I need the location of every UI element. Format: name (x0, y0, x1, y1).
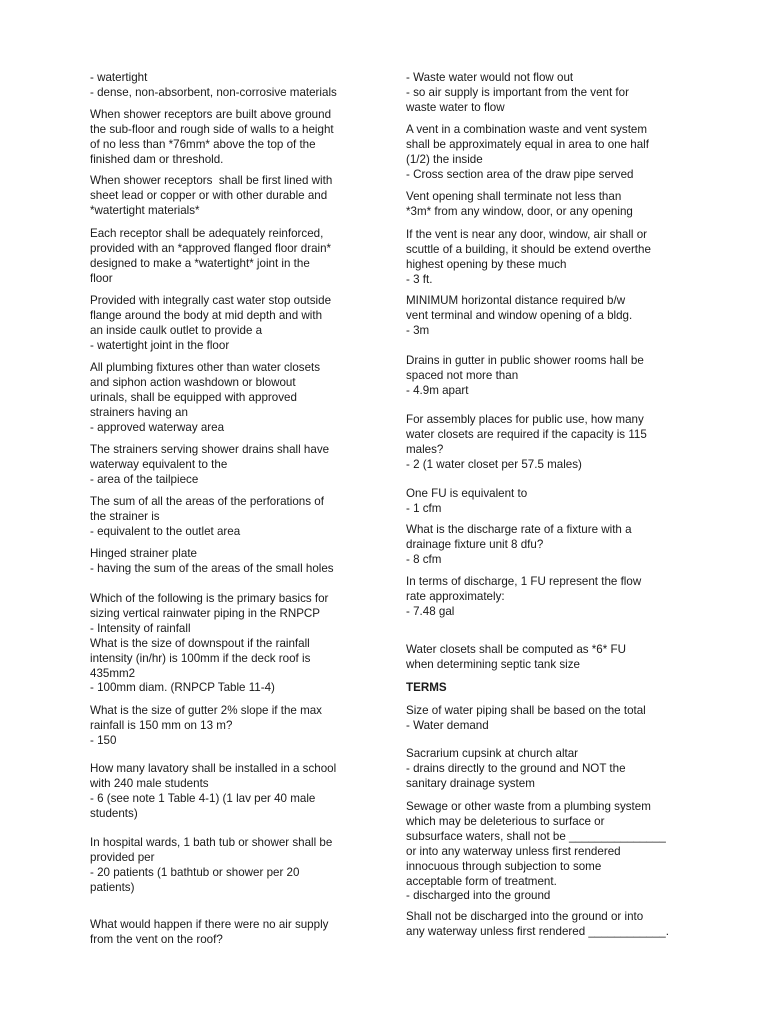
right-paragraph (406, 747, 626, 792)
text-line: waste water to flow (406, 100, 505, 114)
text-line: - Waste water would not flow out (406, 71, 574, 84)
text-line: - approved waterway area (90, 420, 225, 434)
left-paragraph (90, 227, 331, 287)
left-paragraph (90, 918, 328, 948)
text-line: water closets are required if the capacity is 115 (406, 427, 647, 441)
text-line: Water closets shall be computed as *6* FU (406, 643, 626, 656)
text-line: A vent in a combination waste and vent system (406, 123, 648, 136)
left-paragraph (90, 547, 334, 577)
text-line: - 1 cfm (406, 501, 442, 515)
text-line: the strainer is (90, 509, 160, 523)
text-line: *watertight materials* (90, 203, 200, 217)
text-line: - watertight joint in the floor (90, 338, 230, 352)
text-line: The strainers serving shower drains shall have (90, 443, 330, 456)
text-line: sanitary drainage system (406, 776, 535, 790)
left-paragraph (90, 443, 329, 488)
left-paragraph (90, 294, 331, 354)
text-line: - area of the tailpiece (90, 472, 199, 486)
text-line: - 8 cfm (406, 552, 442, 566)
text-line: - 6 (see note 1 Table 4-1) (1 lav per 40 male (90, 791, 316, 805)
text-line: If the vent is near any door, window, air shall or (406, 228, 648, 241)
text-line: Sacrarium cupsink at church altar (406, 747, 579, 760)
text-line: TERMS (406, 681, 447, 694)
text-line: *3m* from any window, door, or any opening (406, 204, 633, 218)
text-line: (1/2) the inside (406, 152, 483, 166)
text-line: highest opening by these much (406, 257, 567, 271)
right-paragraph (406, 910, 669, 940)
left-paragraph (90, 361, 320, 436)
text-line: - discharged into the ground (406, 889, 551, 903)
text-line: When shower receptors shall be first lined with (90, 174, 333, 187)
text-line: - equivalent to the outlet area (90, 524, 241, 538)
text-line: - 7.48 gal (406, 604, 455, 618)
text-line: - Intensity of rainfall (90, 621, 191, 635)
text-line: MINIMUM horizontal distance required b/w (406, 294, 626, 307)
text-line: What would happen if there were no air supply (90, 918, 329, 931)
right-paragraph (406, 354, 644, 399)
text-line: subsurface waters, shall not be _______________ (406, 829, 666, 843)
text-line: In terms of discharge, 1 FU represent the flow (406, 575, 642, 588)
text-line: - having the sum of the areas of the small holes (90, 561, 334, 575)
text-line: from the vent on the roof? (90, 932, 223, 946)
text-line: floor (90, 271, 113, 285)
text-line: - drains directly to the ground and NOT the (406, 761, 626, 775)
text-line: with 240 male students (90, 776, 209, 790)
text-line: 435mm2 (90, 666, 136, 680)
right-paragraph (406, 800, 666, 904)
text-line: patients) (90, 880, 135, 894)
text-line: Shall not be discharged into the ground or into (406, 910, 644, 923)
text-line: In hospital wards, 1 bath tub or shower shall be (90, 836, 333, 849)
text-line: the sub-floor and rough side of walls to a height (90, 122, 334, 136)
text-line: Each receptor shall be adequately reinforced, (90, 227, 324, 240)
text-line: - Cross section area of the draw pipe served (406, 167, 634, 181)
right-paragraph (406, 704, 646, 734)
right-paragraph (406, 71, 629, 116)
text-line: - 2 (1 water closet per 57.5 males) (406, 457, 582, 471)
text-line: an inside caulk outlet to provide a (90, 323, 263, 337)
text-line: scuttle of a building, it should be extend overthe (406, 242, 651, 256)
text-line: rate approximately: (406, 589, 505, 603)
text-line: rainfall is 150 mm on 13 m? (90, 718, 233, 732)
text-line: What is the size of downspout if the rainfall (90, 636, 310, 650)
text-line: Hinged strainer plate (90, 547, 197, 560)
text-line: vent terminal and window opening of a bldg. (406, 308, 633, 322)
text-line: and siphon action washdown or blowout (90, 375, 296, 389)
terms-heading (406, 681, 447, 696)
text-line: or into any waterway unless first rendered (406, 844, 621, 858)
text-line: - 20 patients (1 bathtub or shower per 20 (90, 865, 300, 879)
text-line: when determining septic tank size (406, 657, 580, 671)
text-line: One FU is equivalent to (406, 487, 528, 500)
left-paragraph (90, 174, 332, 219)
text-line: - watertight (90, 71, 148, 84)
text-line: of no less than *76mm* above the top of the (90, 137, 316, 151)
text-line: When shower receptors are built above ground (90, 108, 332, 121)
text-line: How many lavatory shall be installed in a school (90, 762, 337, 775)
text-line: Vent opening shall terminate not less than (406, 190, 622, 203)
text-line: - 100mm diam. (RNPCP Table 11-4) (90, 681, 275, 695)
text-line: - 3 ft. (406, 272, 433, 286)
text-line: For assembly places for public use, how many (406, 413, 644, 426)
text-line: Which of the following is the primary basics for (90, 592, 329, 605)
text-line: acceptable form of treatment. (406, 874, 557, 888)
text-line: flange around the body at mid depth and with (90, 308, 323, 322)
right-paragraph (406, 294, 632, 339)
text-line: spaced not more than (406, 368, 519, 382)
text-line: The sum of all the areas of the perforations of (90, 495, 324, 508)
text-line: Size of water piping shall be based on the total (406, 704, 646, 717)
text-line: What is the discharge rate of a fixture with a (406, 523, 632, 536)
text-line: - 3m (406, 323, 430, 337)
right-paragraph (406, 575, 641, 620)
text-line: provided per (90, 850, 155, 864)
text-line: strainers having an (90, 405, 188, 419)
right-paragraph (406, 487, 527, 517)
text-line: any waterway unless first rendered ____________. (406, 924, 669, 938)
text-line: - dense, non-absorbent, non-corrosive materials (90, 85, 337, 99)
text-line: urinals, shall be equipped with approved (90, 390, 297, 404)
text-line: innocuous through subjection to some (406, 859, 602, 873)
text-line: - Water demand (406, 718, 489, 732)
text-line: drainage fixture unit 8 dfu? (406, 537, 544, 551)
left-paragraph (90, 592, 328, 696)
right-paragraph (406, 643, 626, 673)
text-line: Provided with integrally cast water stop outside (90, 294, 332, 307)
text-line: What is the size of gutter 2% slope if the max (90, 704, 322, 717)
right-paragraph (406, 523, 632, 568)
text-line: - 150 (90, 733, 117, 747)
left-paragraph (90, 704, 322, 749)
left-paragraph (90, 495, 324, 540)
left-paragraph (90, 762, 336, 822)
text-line: males? (406, 442, 444, 456)
text-line: shall be approximately equal in area to one half (406, 137, 649, 151)
left-paragraph (90, 71, 337, 101)
left-paragraph (90, 836, 332, 896)
text-line: - 4.9m apart (406, 383, 469, 397)
text-line: - so air supply is important from the vent for (406, 85, 629, 99)
right-paragraph (406, 123, 649, 183)
text-line: which may be deleterious to surface or (406, 814, 605, 828)
text-line: finished dam or threshold. (90, 152, 224, 166)
left-paragraph (90, 108, 334, 168)
text-line: waterway equivalent to the (90, 457, 228, 471)
text-line: All plumbing fixtures other than water closets (90, 361, 321, 374)
right-paragraph (406, 228, 651, 288)
text-line: sizing vertical rainwater piping in the RNPCP (90, 606, 321, 620)
right-paragraph (406, 413, 647, 473)
text-line: Drains in gutter in public shower rooms hall be (406, 354, 644, 367)
text-line: Sewage or other waste from a plumbing system (406, 800, 651, 813)
right-paragraph (406, 190, 633, 220)
text-line: sheet lead or copper or with other durable and (90, 188, 328, 202)
text-line: designed to make a *watertight* joint in the (90, 256, 310, 270)
text-line: students) (90, 806, 138, 820)
text-line: intensity (in/hr) is 100mm if the deck roof is (90, 651, 311, 665)
text-line: provided with an *approved flanged floor drain* (90, 241, 332, 255)
